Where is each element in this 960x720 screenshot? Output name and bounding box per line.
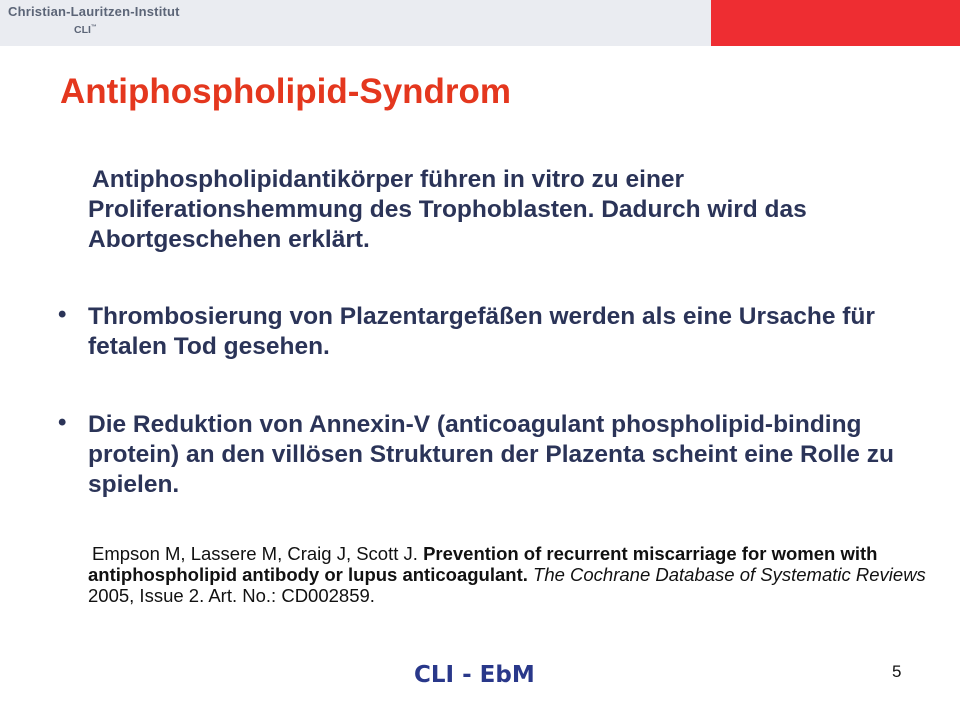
bullet-item-1: Thrombosierung von Plazentargefäßen werden als eine Ursache für fetalen Tod gesehen. bbox=[88, 303, 875, 360]
bullet-marker-2: • bbox=[58, 409, 67, 436]
logo-trademark: ™ bbox=[90, 24, 97, 31]
bullet-marker-1: • bbox=[58, 301, 67, 328]
header-bar bbox=[0, 0, 960, 46]
intro-text: Antiphospholipidantikörper führen in vitro zu einer Proliferationshemmung des Trophoblasten. Dadurch wird das Abortgeschehen erklärt. bbox=[88, 166, 807, 253]
footer-label: CLI - EbM bbox=[414, 662, 535, 688]
logo-subtitle bbox=[74, 24, 97, 36]
citation-title: Prevention of recurrent miscarriage for women with antiphospholipid antibody or lupus anticoagulant. bbox=[88, 543, 878, 585]
institute-logo bbox=[8, 4, 208, 42]
citation-authors: Empson M, Lassere M, Craig J, Scott J. bbox=[92, 543, 418, 564]
header-accent-block bbox=[711, 0, 960, 46]
citation-journal: The Cochrane Database of Systematic Reviews bbox=[533, 564, 926, 585]
logo-name: Christian-Lauritzen-Institut bbox=[8, 4, 180, 19]
page-number: 5 bbox=[892, 662, 902, 681]
logo-sub-text: CLI bbox=[74, 24, 91, 36]
citation-details: 2005, Issue 2. Art. No.: CD002859. bbox=[88, 585, 375, 606]
bullet-item-2: Die Reduktion von Annexin-V (anticoagulant phospholipid-binding protein) an den villösen Strukturen der Plazenta scheint eine Rolle zu spielen. bbox=[88, 411, 894, 498]
slide-title: Antiphospholipid-Syndrom bbox=[60, 72, 512, 111]
intro-paragraph bbox=[88, 165, 928, 255]
citation bbox=[88, 543, 928, 606]
